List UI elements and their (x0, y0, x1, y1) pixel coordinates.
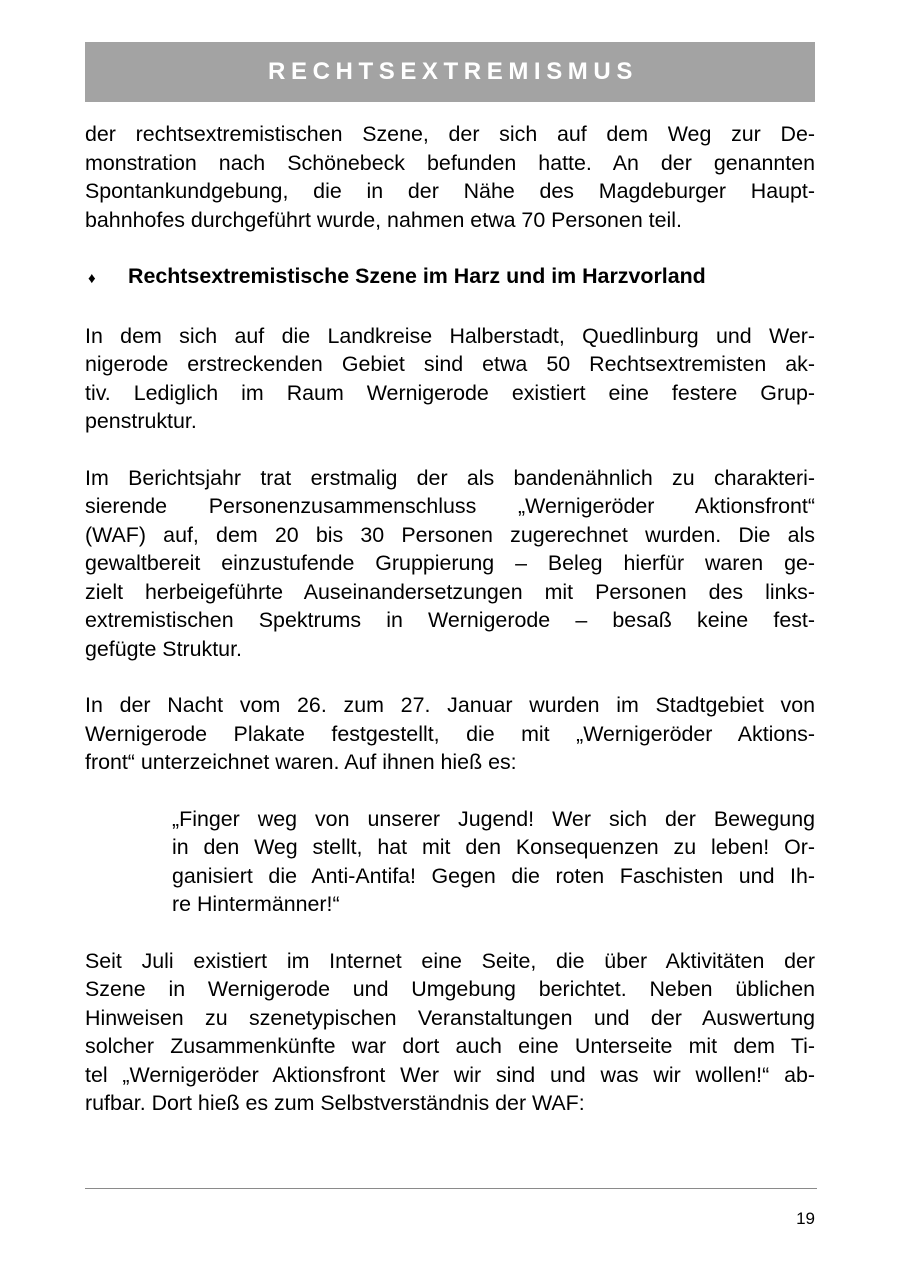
text-line: Spontankundgebung, die in der Nähe des Magdeburger Haupt- (85, 179, 815, 203)
quote-line: ganisiert die Anti-Antifa! Gegen die roten Faschisten und Ih- (172, 863, 815, 888)
text-line: extremistischen Spektrums in Wernigerode – besaß keine fest- (85, 608, 815, 632)
text-line: tiv. Lediglich im Raum Wernigerode existiert eine festere Grup- (85, 380, 815, 405)
text-line: (WAF) auf, dem 20 bis 30 Personen zugerechnet wurden. Die als (85, 522, 815, 547)
block-quote (172, 805, 815, 919)
footer-divider (85, 1188, 817, 1189)
paragraph-posters (85, 691, 815, 777)
text-line: penstruktur. (85, 409, 197, 433)
text-line: der rechtsextremistischen Szene, der sich auf dem Weg zur De- (85, 122, 815, 146)
text-line: monstration nach Schönebeck befunden hatte. An der genannten (85, 150, 815, 175)
section-heading (85, 262, 815, 294)
paragraph-internet-site (85, 947, 815, 1118)
text-line: Im Berichtsjahr trat erstmalig der als bandenähnlich zu charakteri- (85, 465, 815, 490)
paragraph-waf (85, 464, 815, 664)
quote-line: in den Weg stellt, hat mit den Konsequenzen zu leben! Or- (172, 835, 815, 859)
paragraph-continued (85, 120, 815, 234)
page-number: 19 (796, 1209, 815, 1228)
text-line: gewaltbereit einzustufende Gruppierung – Beleg hierfür waren ge- (85, 551, 815, 575)
text-line: In dem sich auf die Landkreise Halberstadt, Quedlinburg und Wer- (85, 323, 815, 348)
text-line: bahnhofes durchgeführt wurde, nahmen etwa 70 Personen teil. (85, 207, 682, 232)
text-line: zielt herbeigeführte Auseinandersetzungen mit Personen des links- (85, 579, 815, 604)
text-line: nigerode erstreckenden Gebiet sind etwa 50 Rechtsextremisten ak- (85, 352, 815, 376)
section-heading-text: Rechtsextremistische Szene im Harz und im Harzvorland (128, 264, 706, 288)
paragraph-harz-overview (85, 322, 815, 436)
quote-line: re Hintermänner!“ (172, 892, 340, 916)
section-header-title: RECHTSEXTREMISMUS (268, 58, 638, 85)
section-header-bar (85, 42, 815, 102)
text-line: Hinweisen zu szenetypischen Veranstaltungen und der Auswertung (85, 1005, 815, 1030)
text-line: tel „Wernigeröder Aktionsfront Wer wir sind und was wir wollen!“ ab- (85, 1062, 815, 1087)
text-line: gefügte Struktur. (85, 636, 242, 661)
text-line: In der Nacht vom 26. zum 27. Januar wurden im Stadtgebiet von (85, 693, 815, 717)
text-line: Szene in Wernigerode und Umgebung berichtet. Neben üblichen (85, 977, 815, 1001)
quote-line: „Finger weg von unserer Jugend! Wer sich der Bewegung (172, 806, 815, 831)
text-line: front“ unterzeichnet waren. Auf ihnen hieß es: (85, 750, 517, 774)
page-content (85, 120, 815, 1118)
diamond-bullet-icon: ♦ (88, 270, 96, 287)
text-line: Seit Juli existiert im Internet eine Seite, die über Aktivitäten der (85, 948, 815, 973)
text-line: solcher Zusammenkünfte war dort auch eine Unterseite mit dem Ti- (85, 1034, 815, 1058)
text-line: Wernigerode Plakate festgestellt, die mit „Wernigeröder Aktions- (85, 721, 815, 746)
text-line: rufbar. Dort hieß es zum Selbstverständnis der WAF: (85, 1091, 585, 1115)
text-line: sierende Personenzusammenschluss „Wernigeröder Aktionsfront“ (85, 494, 815, 518)
